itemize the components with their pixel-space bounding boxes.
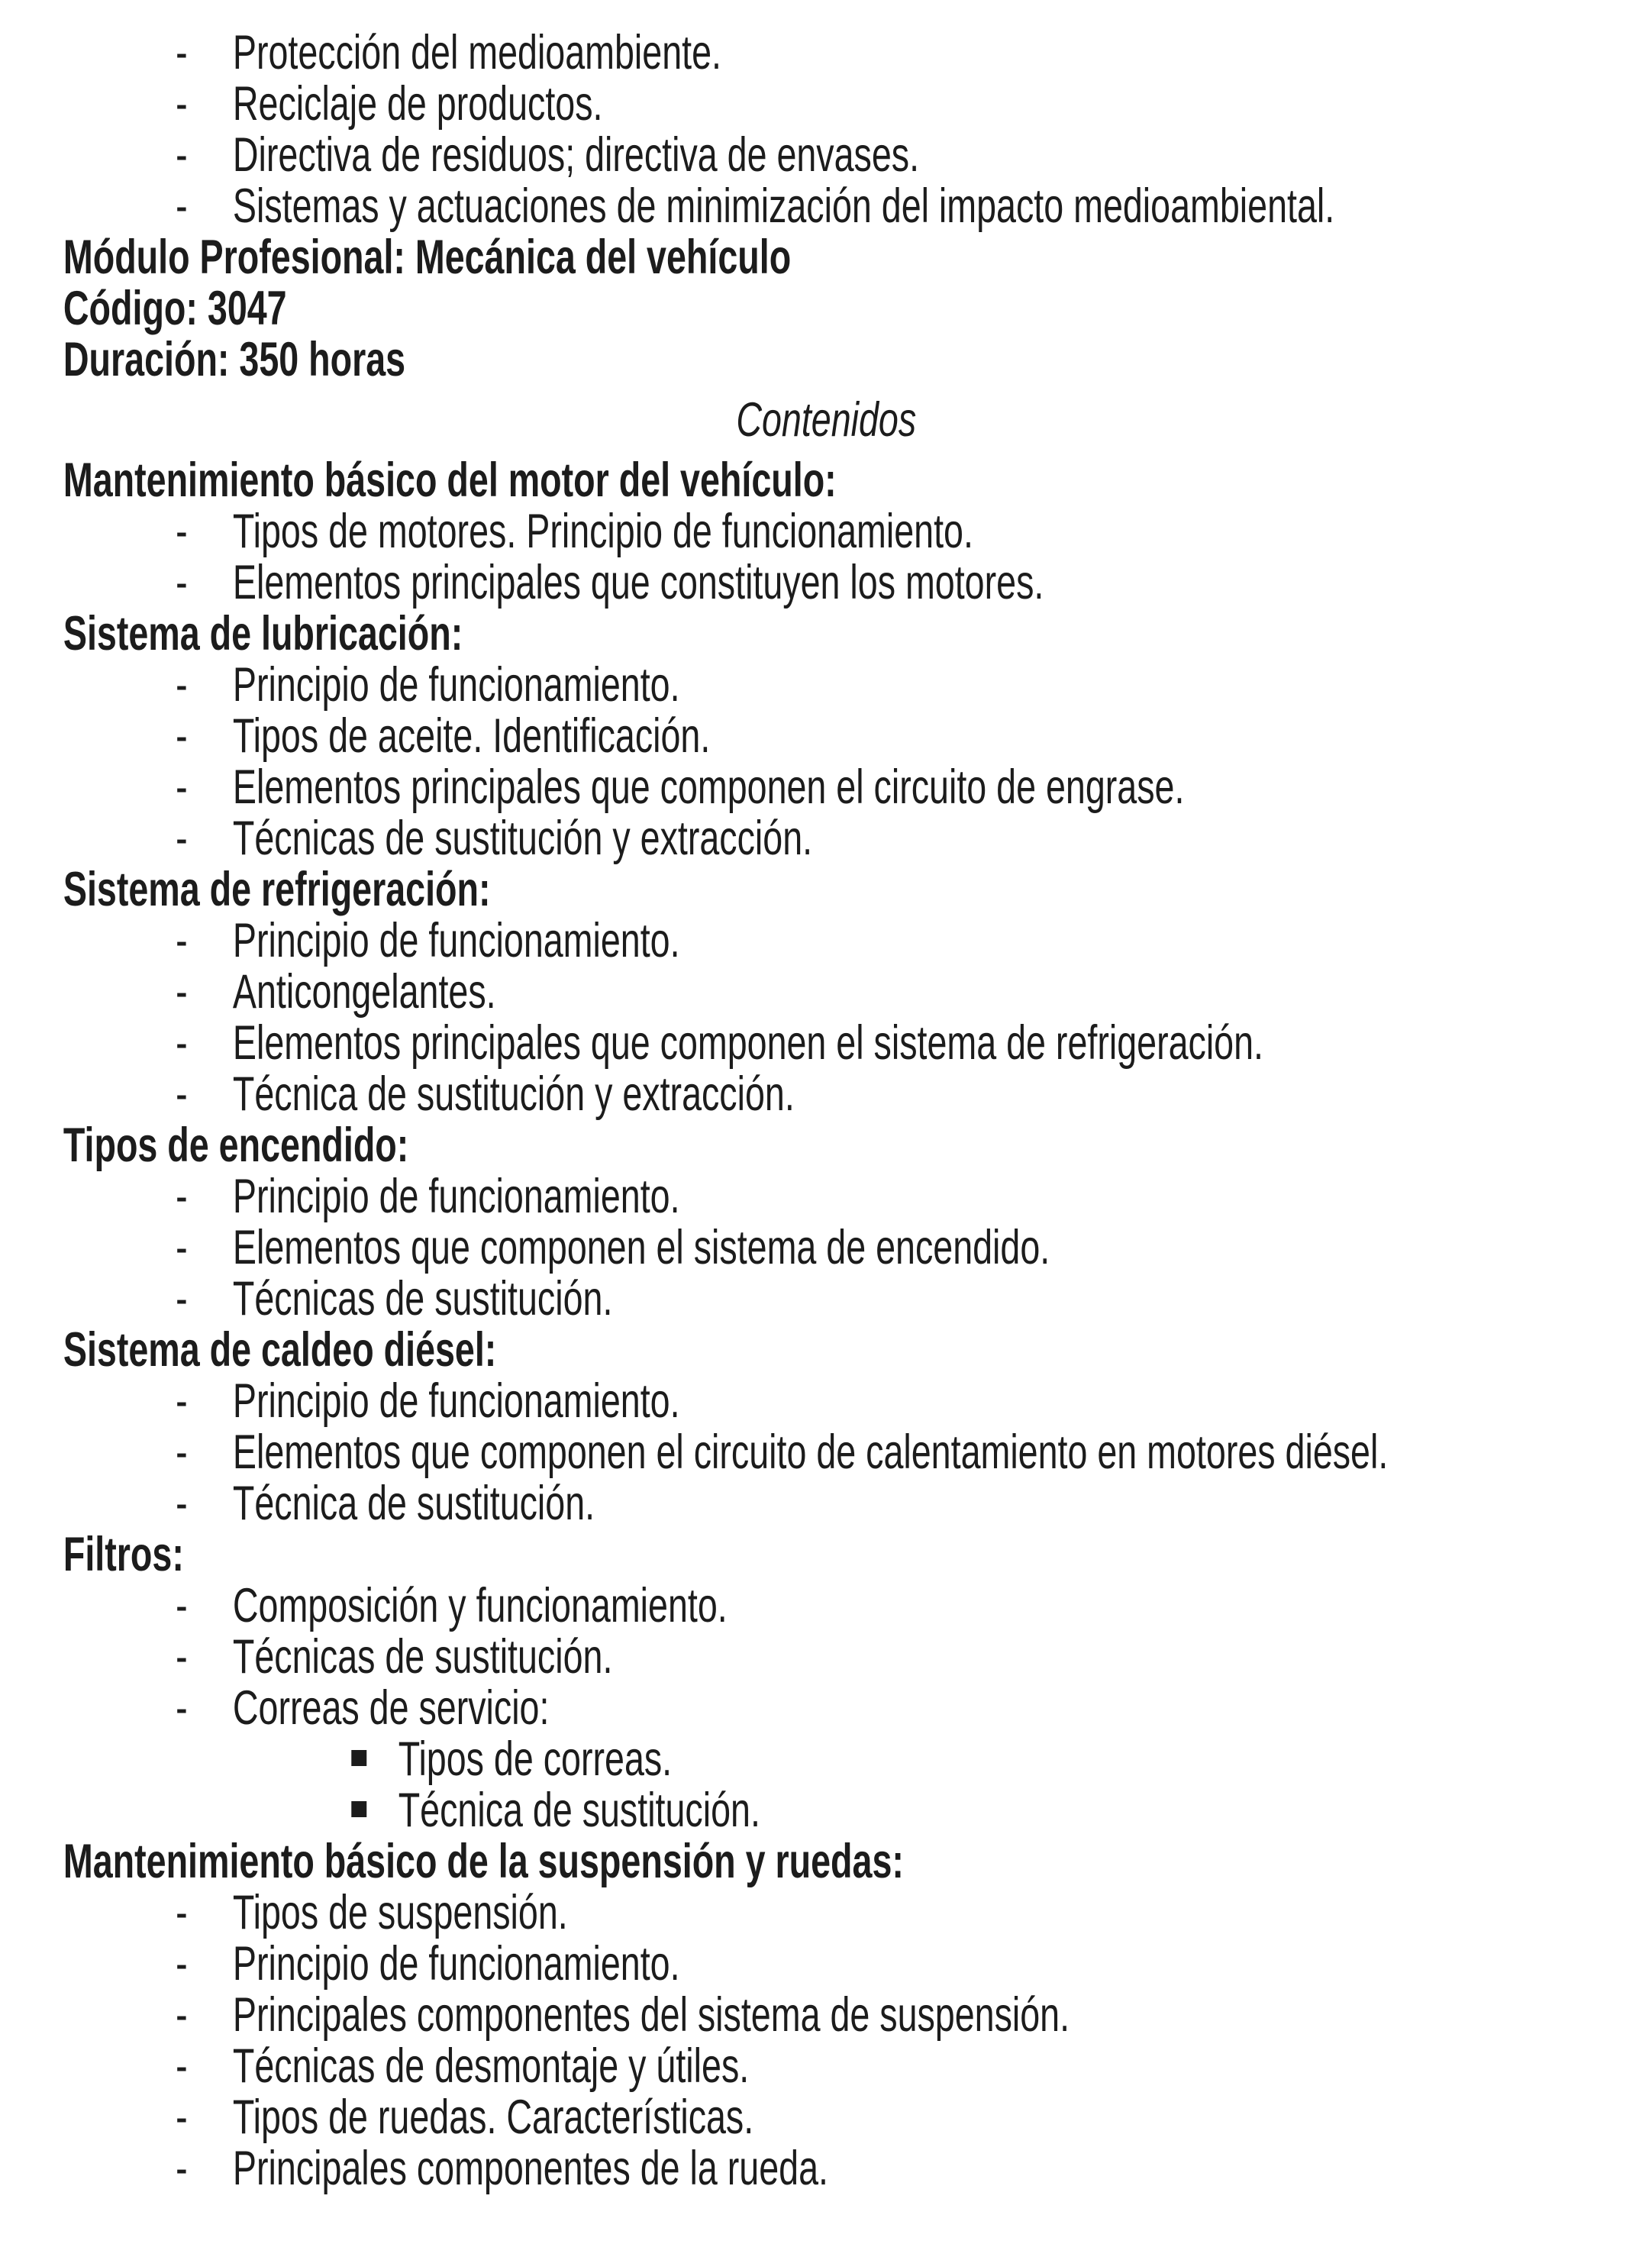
bullet-marker: - [176, 1937, 188, 1991]
bullet-item [0, 813, 1652, 864]
bullet-marker: - [176, 1272, 188, 1325]
bullet-item [0, 1376, 1652, 1427]
bullet-text: Composición y funcionamiento. [232, 1579, 728, 1632]
section-bullet-list [0, 1887, 1652, 2194]
bullet-text: Técnicas de sustitución. [232, 1630, 613, 1684]
bullet-marker: - [176, 2091, 188, 2144]
bullet-text: Protección del medioambiente. [232, 26, 721, 79]
bullet-item [0, 557, 1652, 609]
section [0, 609, 1652, 864]
section-heading: Sistema de refrigeración: [63, 863, 491, 916]
bullet-text: Principales componentes del sistema de suspensión. [232, 1988, 1070, 2042]
bullet-text: Técnicas de desmontaje y útiles. [232, 2039, 750, 2093]
bullet-item [0, 506, 1652, 557]
square-bullet-marker [351, 1750, 366, 1766]
bullet-item [0, 1018, 1652, 1069]
bullet-text: Técnicas de sustitución. [232, 1272, 613, 1325]
bullet-text: Reciclaje de productos. [232, 77, 603, 131]
section-bullet-list [0, 1376, 1652, 1529]
bullet-marker: - [176, 1681, 188, 1735]
bullet-item [0, 1683, 1652, 1734]
bullet-text: Principio de funcionamiento. [232, 914, 680, 967]
section [0, 864, 1652, 1120]
bullet-text: Tipos de suspensión. [232, 1886, 568, 1939]
bullet-marker: - [176, 1886, 188, 1939]
bullet-item [0, 2092, 1652, 2143]
bullet-text: Elementos principales que constituyen los motores. [232, 556, 1044, 609]
bullet-marker: - [176, 2039, 188, 2093]
section-bullet-list [0, 660, 1652, 864]
bullet-marker: - [176, 1477, 188, 1530]
bullet-text: Tipos de correas. [398, 1732, 673, 1786]
sub-bullet-item [0, 1785, 1652, 1836]
bullet-marker: - [176, 2142, 188, 2195]
bullet-item [0, 1222, 1652, 1274]
bullet-item [0, 660, 1652, 711]
contents-title: Contenidos [736, 393, 917, 447]
bullet-item [0, 79, 1652, 130]
bullet-marker: - [176, 505, 188, 558]
bullet-marker: - [176, 1170, 188, 1223]
bullet-item [0, 1887, 1652, 1939]
section [0, 1120, 1652, 1325]
module-header-line: Duración: 350 horas [63, 333, 406, 386]
bullet-text: Principio de funcionamiento. [232, 658, 680, 712]
bullet-text: Sistemas y actuaciones de minimización del impacto medioambiental. [232, 179, 1335, 233]
bullet-text: Técnica de sustitución y extracción. [232, 1067, 795, 1121]
bullet-marker: - [176, 709, 188, 763]
bullet-item [0, 967, 1652, 1018]
bullet-text: Tipos de motores. Principio de funcionamiento. [232, 505, 973, 558]
bullet-marker: - [176, 1426, 188, 1479]
section-bullet-list [0, 506, 1652, 609]
section-heading: Sistema de caldeo diésel: [63, 1323, 497, 1377]
bullet-text: Técnica de sustitución. [398, 1784, 760, 1837]
bullet-text: Elementos principales que componen el circuito de engrase. [232, 760, 1185, 814]
bullet-marker: - [176, 1067, 188, 1121]
bullet-text: Tipos de ruedas. Características. [232, 2091, 754, 2144]
bullet-text: Principales componentes de la rueda. [232, 2142, 828, 2195]
bullet-marker: - [176, 1221, 188, 1274]
section [0, 1529, 1652, 1836]
sub-bullet-item [0, 1734, 1652, 1785]
bullet-item [0, 1427, 1652, 1478]
bullet-text: Técnicas de sustitución y extracción. [232, 812, 813, 865]
bullet-item [0, 1171, 1652, 1222]
bullet-item [0, 27, 1652, 79]
bullet-marker: - [176, 1374, 188, 1428]
section-heading: Sistema de lubricación: [63, 607, 463, 660]
section-bullet-list [0, 1171, 1652, 1325]
bullet-marker: - [176, 1988, 188, 2042]
bullet-item [0, 1939, 1652, 1990]
bullet-item [0, 1274, 1652, 1325]
bullet-item [0, 130, 1652, 181]
module-header [0, 232, 1652, 386]
bullet-item [0, 1478, 1652, 1529]
section-heading: Mantenimiento básico de la suspensión y ruedas: [63, 1835, 904, 1888]
bullet-marker: - [176, 1016, 188, 1070]
bullet-text: Directiva de residuos; directiva de envases. [232, 128, 920, 182]
bullet-text: Principio de funcionamiento. [232, 1170, 680, 1223]
bullet-marker: - [176, 128, 188, 182]
bullet-item [0, 915, 1652, 967]
bullet-marker: - [176, 26, 188, 79]
sections-container [0, 455, 1652, 2194]
bullet-item [0, 2143, 1652, 2194]
module-header-line: Código: 3047 [63, 282, 287, 335]
bullet-marker: - [176, 179, 188, 233]
bullet-text: Elementos que componen el sistema de encendido. [232, 1221, 1050, 1274]
module-header-line: Módulo Profesional: Mecánica del vehículo [63, 231, 792, 284]
bullet-item [0, 1632, 1652, 1683]
bullet-marker: - [176, 556, 188, 609]
bullet-marker: - [176, 77, 188, 131]
square-bullet-marker [351, 1801, 366, 1817]
bullet-text: Tipos de aceite. Identificación. [232, 709, 711, 763]
bullet-text: Principio de funcionamiento. [232, 1374, 680, 1428]
bullet-text: Elementos principales que componen el sistema de refrigeración. [232, 1016, 1263, 1070]
section-heading: Tipos de encendido: [63, 1119, 409, 1172]
section [0, 1325, 1652, 1529]
bullet-text: Correas de servicio: [232, 1681, 550, 1735]
bullet-text: Elementos que componen el circuito de calentamiento en motores diésel. [232, 1426, 1389, 1479]
bullet-text: Anticongelantes. [232, 965, 496, 1019]
section [0, 1836, 1652, 2194]
bullet-marker: - [176, 1630, 188, 1684]
intro-bullet-list [0, 27, 1652, 232]
bullet-marker: - [176, 658, 188, 712]
section-bullet-list [0, 1581, 1652, 1836]
section [0, 455, 1652, 609]
section-heading: Filtros: [63, 1528, 184, 1581]
bullet-item [0, 762, 1652, 813]
bullet-text: Técnica de sustitución. [232, 1477, 595, 1530]
bullet-item [0, 711, 1652, 762]
bullet-item [0, 2041, 1652, 2092]
bullet-marker: - [176, 1579, 188, 1632]
bullet-marker: - [176, 965, 188, 1019]
section-heading: Mantenimiento básico del motor del vehículo: [63, 454, 837, 507]
bullet-item [0, 181, 1652, 232]
section-bullet-list [0, 915, 1652, 1120]
bullet-item [0, 1069, 1652, 1120]
bullet-marker: - [176, 812, 188, 865]
bullet-item [0, 1990, 1652, 2041]
bullet-marker: - [176, 760, 188, 814]
bullet-marker: - [176, 914, 188, 967]
bullet-text: Principio de funcionamiento. [232, 1937, 680, 1991]
bullet-item [0, 1581, 1652, 1632]
